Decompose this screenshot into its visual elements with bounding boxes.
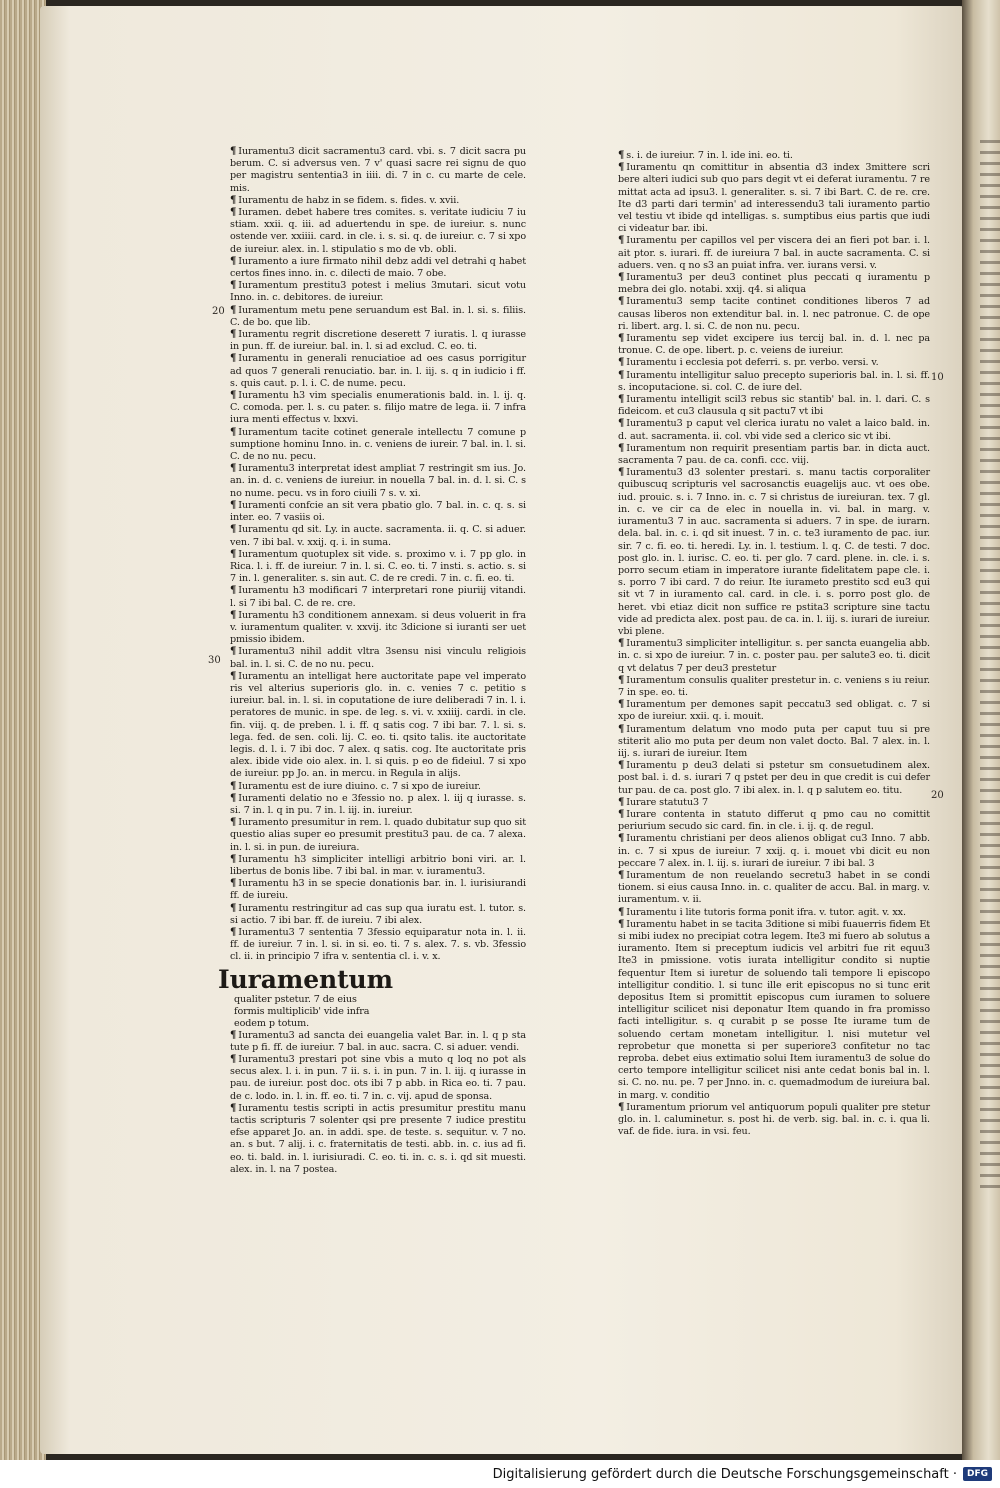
entry-text: Iuramento presumitur in rem. l. quado dubitatur sup quo sit questio alias super eo presumit prestitu3 pau. de ca. 7 alexa. in. l. si. in pun. de iureiura. — [230, 817, 526, 853]
pilcrow-icon: ¶ — [618, 442, 625, 454]
entry-paragraph — [230, 500, 526, 524]
pilcrow-icon: ¶ — [618, 869, 625, 881]
entry-paragraph — [618, 724, 930, 761]
pilcrow-icon: ¶ — [230, 194, 237, 206]
entry-paragraph — [230, 903, 526, 927]
entry-text: Iuramentu qd sit. Ly. in aucte. sacramenta. ii. q. C. si aduer. ven. 7 ibi bal. v. xxij. q. i. in suma. — [230, 524, 526, 548]
entry-text: Iuramentu de habz in se fidem. s. fides. v. xvii. — [238, 194, 460, 206]
entry-paragraph — [618, 370, 930, 394]
pilcrow-icon: ¶ — [230, 548, 237, 560]
entry-text: Iuramentu3 semp tacite continet conditiones liberos 7 ad causas liberos non extenditur bal. in. l. nec patronue. C. de ope ri. libert. arg. l. si. C. de non nu. pecu. — [618, 296, 930, 332]
entry-text: Iuramen. debet habere tres comites. s. veritate iudiciu 7 iu stiam. xxii. q. iii. ad aduertendu in spe. de iureiur. s. nunc ostende ver. xxiiii. card. in cle. i. s. si. q. de iureiur. c. 7 si xpo de iureiur. alex. in. l. stipulatio s mo de vb. obli. — [230, 207, 526, 255]
pilcrow-icon: ¶ — [230, 255, 237, 267]
entry-text: Iuramentu qn comittitur in absentia d3 index 3mittere scri bere alteri iudici sub quo pars degit vt ei deferat iuramentu. 7 re mittat acta ad ipsu3. l. generaliter. s. si. 7 ibi Bart. C. de re. cre. Ite d3 parti dari termin' ad interessendu3 tali iuramento partio vel testiu vt ibide qd intelligas. s. sumptibus eius partis que iudi ci videatur bar. ibi. — [618, 162, 930, 235]
pilcrow-icon: ¶ — [618, 1101, 625, 1113]
margin-number: 20 — [931, 790, 944, 801]
entry-text: Iuramentu an intelligat here auctoritate pape vel imperato ris vel alterius superioris glo. in. c. venies 7 c. petitio s iureiur. bal. in. l. si. in coputatione de iure deliberadi 7 in. l. i. peratores de munic. in spe. de leg. s. vi. v. xxiiij. cardi. in cle. fin. viij. q. de preben. l. i. ff. q satis cog. 7 ibi bar. 7. l. si. s. lega. fed. de sen. coli. lij. C. eo. ti. qsito talis. ite auctoritate legis. d. l. i. 7 ibi doc. 7 alex. q satis. cog. Ite auctoritate pris alex. ibide vide oio alex. in. l. si quis. p eo de fideiul. 7 si xpo de iureiur. pp Jo. an. in mercu. in Regula in alijs. — [230, 670, 526, 780]
entry-paragraph — [230, 524, 526, 548]
section-heading-block — [218, 964, 526, 1030]
entry-text: Iuramentu testis scripti in actis presumitur prestitu manu tactis scripturis 7 solenter qsi pre presente 7 iudice prestitu efse apparet Jo. an. in addi. spe. de teste. s. sequitur. v. 7 no. an. s but. 7 alij. i. c. fraternitatis de testi. abb. in. c. ius ad fi. eo. ti. bald. in. l. iurisiuradi. C. eo. ti. in. c. s. i. qd sit muesti. alex. in. l. na 7 postea. — [230, 1102, 526, 1175]
entry-paragraph — [230, 1054, 526, 1103]
entry-text: Iuramentu3 per deu3 continet plus peccati q iuramentu p mebra dei glo. notabi. xxij. q4. si aliqua — [618, 272, 930, 296]
entry-text: Iuramentum non requirit presentiam partis bar. in dicta auct. sacramenta 7 pau. de ca. confi. ccc. viij. — [618, 442, 930, 467]
entry-paragraph — [230, 793, 526, 817]
entry-text: Iuramentu3 d3 solenter prestari. s. manu tactis corporaliter quibuscuq scripturis vel sacrosanctis euagelijs auc. vt oes obe. iud. prouic. s. i. 7 Inno. in. c. 7 si christus de iureiuran. tex. 7 gl. in. c. ve cir ca de elec in nouella in. vi. bal. in marg. v. iuramentu3 7 in auc. sacramenta si aduers. 7 in spe. de iurarn. dela. bal. in. c. i. qd sit inuest. 7 in. c. te3 iuramento de pac. iur. sir. 7 c. fi. eo. ti. heredi. Ly. in. l. testium. l. q. C. de testi. 7 doc. post glo. in. l. iurisc. C. eo. ti. per glo. 7 card. plene. in. cle. i. s. porro secum etiam in imperatore iurante fidelitatem pape cle. i. s. porro 7 ibi card. 7 do reiur. Ite iurameto prestito scd eu3 qui sit vt 7 in iuramento cal. card. in cle. i. s. porro post glo. de heret. vbi etiaz dicit non suffice re pstita3 scripture sine tactu vide ad predicta alex. post pau. de ca. in. l. iij. s. iurari de iureiur. vbi plene. — [618, 467, 930, 637]
entry-paragraph — [618, 394, 930, 418]
entry-text: Iuramentu h3 modificari 7 interpretari rone piuriij vitandi. l. si 7 ibi bal. C. de re. cre. — [230, 585, 526, 609]
entry-paragraph — [230, 427, 526, 464]
entry-paragraph — [618, 833, 930, 870]
entry-text: Iuramentu h3 simpliciter intelligi arbitrio boni viri. ar. l. libertus de bonis libe. 7 ibi bal. in mar. v. iuramentu3. — [230, 853, 526, 877]
entry-text: Iurare contenta in statuto differut q pmo cau no comittit periurium secudo sic card. fin. in cle. i. ij. q. de regul. — [618, 808, 930, 833]
entry-paragraph — [618, 919, 930, 1102]
entry-text: Iuramenti confcie an sit vera pbatio glo. 7 bal. in. c. q. s. si inter. eo. 7 vasiis oi. — [230, 499, 526, 524]
footer-credit: Digitalisierung gefördert durch die Deutsche Forschungsgemeinschaft · — [492, 1466, 957, 1482]
entry-text: Iuramentu restringitur ad cas sup qua iuratu est. l. tutor. s. si actio. 7 ibi bar. ff. de iureiu. 7 ibi alex. — [230, 902, 526, 926]
entry-paragraph — [618, 638, 930, 675]
entry-paragraph — [618, 467, 930, 638]
entry-paragraph — [618, 797, 930, 809]
entry-paragraph — [230, 927, 526, 964]
margin-number: 10 — [931, 372, 944, 383]
pilcrow-icon: ¶ — [230, 853, 237, 865]
pilcrow-icon: ¶ — [618, 760, 625, 772]
entry-paragraph — [230, 280, 526, 304]
entry-text: Iuramentum quotuplex sit vide. s. proximo v. i. 7 pp glo. in Rica. l. i. ff. de iureiur. 7 in. l. si. C. eo. ti. 7 insti. s. actio. s. si 7 in. l. generaliter. s. sin aut. C. de re credi. 7 in. c. fi. eo. ti. — [230, 548, 526, 585]
entry-text: Iuramentu3 7 sententia 7 3fessio equiparatur nota in. l. ii. ff. de iureiur. 7 in. l. si. in si. eo. ti. 7 s. alex. 7. s. vb. 3fessio cl. ii. in principio 7 ifra v. sententia cl. i. v. x. — [230, 927, 526, 963]
pilcrow-icon: ¶ — [230, 280, 237, 292]
entry-paragraph — [618, 333, 930, 357]
right-text-column — [618, 150, 930, 1138]
entry-text: Iuramentum delatum vno modo puta per caput tuu si pre stiterit alio mo puta per deum non valet docto. Bal. 7 alex. in. l. iij. s. iurari de iureiur. Item — [618, 723, 930, 759]
entry-text: Iuramenti delatio no e 3fessio no. p alex. l. iij q iurasse. s. si. 7 in. l. q in pu. 7 in. l. iij. in. iureiur. — [230, 792, 526, 816]
entry-text: Iuramentum prestitu3 potest i melius 3mutari. sicut votu Inno. in. c. debitores. de iureiur. — [230, 280, 526, 304]
footer-bar — [0, 1460, 1000, 1488]
pilcrow-icon: ¶ — [618, 162, 625, 174]
pilcrow-icon: ¶ — [618, 674, 625, 686]
pilcrow-icon: ¶ — [230, 878, 237, 890]
entries-before-heading — [230, 146, 526, 964]
entry-paragraph — [230, 390, 526, 427]
pilcrow-icon: ¶ — [618, 150, 625, 161]
entry-paragraph — [230, 1103, 526, 1176]
pilcrow-icon: ¶ — [618, 796, 625, 808]
pilcrow-icon: ¶ — [230, 670, 237, 682]
pilcrow-icon: ¶ — [618, 833, 625, 845]
pilcrow-icon: ¶ — [230, 329, 237, 341]
entry-paragraph — [618, 675, 930, 699]
entry-text: Iuramentu intelligitur saluo precepto superioris bal. in. l. si. ff. s. incoputacione. si. col. C. de iure del. — [618, 369, 930, 393]
pilcrow-icon: ¶ — [230, 1054, 237, 1066]
entry-paragraph — [618, 870, 930, 907]
pilcrow-icon: ¶ — [230, 609, 237, 621]
pilcrow-icon: ¶ — [618, 906, 625, 918]
pilcrow-icon: ¶ — [230, 646, 237, 658]
entry-text: Iuramento a iure firmato nihil debz addi vel detrahi q habet certos fines inno. in. c. dilecti de maio. 7 obe. — [230, 255, 526, 280]
pilcrow-icon: ¶ — [230, 1102, 237, 1114]
entry-paragraph — [618, 809, 930, 833]
entry-text: Iuramentum tacite cotinet generale intellectu 7 comune p sumptione hominu Inno. in. c. veniens de iureir. 7 bal. in. l. si. C. de no nu. pecu. — [230, 426, 526, 463]
entry-text: Iuramentu christiani per deos alienos obligat cu3 Inno. 7 abb. in. c. 7 si xpus de iureiur. 7 xxij. q. i. mouet vbi dicit eu non peccare 7 alex. in. l. iij. s. iurari de iureiur. 7 ibi bal. 3 — [618, 833, 930, 869]
entry-text: Iuramentu3 nihil addit vltra 3sensu nisi vinculu religiois bal. in. l. si. C. de no nu. pecu. — [230, 646, 526, 670]
entry-paragraph — [230, 781, 526, 793]
pilcrow-icon: ¶ — [230, 426, 237, 438]
entry-text: Iuramentu3 p caput vel clerica iuratu no valet a laico bald. in. d. aut. sacramenta. ii. col. vbi vide sed a clerico sic vt ibi. — [618, 418, 930, 442]
pilcrow-icon: ¶ — [618, 699, 625, 711]
pilcrow-icon: ¶ — [230, 902, 237, 914]
pilcrow-icon: ¶ — [230, 390, 237, 402]
pilcrow-icon: ¶ — [230, 927, 237, 938]
section-heading-note: qualiter pstetur. 7 de eius formis multiplicib' vide infra eodem p totum. — [234, 993, 370, 1029]
entry-text: Iuramentu intelligit scil3 rebus sic stantib' bal. in. l. dari. C. s fideicom. et cu3 clausula q sit pactu7 vt ibi — [618, 394, 930, 418]
right-entries — [618, 150, 930, 1138]
pilcrow-icon: ¶ — [230, 499, 237, 511]
entry-paragraph — [230, 549, 526, 586]
margin-number: 30 — [208, 655, 221, 666]
pilcrow-icon: ¶ — [618, 296, 625, 308]
pilcrow-icon: ¶ — [230, 817, 237, 829]
entry-paragraph — [230, 207, 526, 256]
entry-text: s. i. de iureiur. 7 in. l. ide ini. eo. ti. — [626, 150, 793, 161]
entry-paragraph — [618, 235, 930, 272]
pilcrow-icon: ¶ — [230, 585, 237, 597]
entry-paragraph — [230, 146, 526, 195]
entry-paragraph — [618, 150, 930, 162]
entry-paragraph — [618, 272, 930, 296]
entry-text: Iuramentu h3 vim specialis enumerationis bald. in. l. ij. q. C. comoda. per. l. s. cu pater. s. filijo matre de lega. ii. 7 infra iura menti effectus v. lxxvi. — [230, 390, 526, 426]
pilcrow-icon: ¶ — [230, 304, 237, 316]
entry-text: Iuramentu i ecclesia pot deferri. s. pr. verbo. versi. v. — [626, 357, 879, 369]
entry-text: Iuramentu est de iure diuino. c. 7 si xpo de iureiur. — [238, 780, 481, 792]
pilcrow-icon: ¶ — [618, 333, 625, 345]
entry-text: Iuramentu3 simpliciter intelligitur. s. per sancta euangelia abb. in. c. si xpo de iureiur. 7 in. c. poster pau. per salute3 eo. ti. dicit q vt delatus 7 per deu3 prestetur — [618, 638, 930, 674]
dfg-logo: DFG — [963, 1467, 992, 1481]
entry-text: Iuramentu h3 conditionem annexam. si deus voluerit in fra v. iuramentum qualiter. v. xxvij. itc 3dicione si iuranti ser uet pmissio ibidem. — [230, 609, 526, 646]
entry-text: Iuramentum per demones sapit peccatu3 sed obligat. c. 7 si xpo de iureiur. xxii. q. i. mouit. — [618, 699, 930, 723]
pilcrow-icon: ¶ — [230, 780, 237, 792]
pilcrow-icon: ¶ — [618, 272, 625, 284]
pilcrow-icon: ¶ — [618, 418, 625, 430]
pilcrow-icon: ¶ — [230, 792, 237, 804]
entry-paragraph — [230, 256, 526, 280]
margin-number: 20 — [212, 306, 225, 317]
entry-paragraph — [230, 854, 526, 878]
pilcrow-icon: ¶ — [230, 1029, 237, 1041]
entry-paragraph — [618, 443, 930, 467]
pilcrow-icon: ¶ — [618, 357, 625, 369]
section-heading: Iuramentum — [218, 964, 393, 994]
pilcrow-icon: ¶ — [618, 235, 625, 247]
entry-text: Iuramentum priorum vel antiquorum populi qualiter pre stetur glo. in. l. caluminetur. s. post hi. de verb. sig. bal. in. c. i. qua li. vaf. de fide. iura. in vsi. feu. — [618, 1101, 930, 1138]
entry-text: Iuramentum de non reuelando secretu3 habet in se condi tionem. si eius causa Inno. in. c. qualiter de accu. Bal. in marg. v. iuramentum. v. ii. — [618, 869, 930, 906]
entry-text: Iuramentu3 interpretat idest ampliat 7 restringit sm ius. Jo. an. in. d. c. veniens de iureiur. in nouella 7 bal. in. d. l. si. C. s no nume. pecu. vs in foro ciuili 7 s. v. xi. — [230, 463, 526, 499]
entry-paragraph — [230, 817, 526, 854]
pilcrow-icon: ¶ — [230, 146, 237, 157]
entry-paragraph — [230, 329, 526, 353]
pilcrow-icon: ¶ — [230, 463, 237, 475]
entry-text: Iuramentu habet in se tacita 3ditione si mibi fuauerris fidem Et si mibi iudex no precipiat cotra legem. Ite3 mi fuero ab solutus a iuramento. Item si preceptum iudicis vel arbitri fue rit equu3 Ite3 in pmissione. votis iurata intelligitur condito si nuptie fequentur Item si iuretur de soluendo tali tempore li episcopo intelligitur conditio. l. si tunc ille erit episcopus no si tunc erit depositus Item si promittit episcopus cum iuramen to soluere intelligitur scilicet nisi deponatur Item quando in fra promisso facti intelligitur. s. q curabit p se posse Ite iurame tum de soluendo certam monetam intelligitur. l. nisi mutetur vel reprobetur que monetta si per superiore3 confitetur no tac reproba. debet eius extimatio solui Item iuramentu3 de solue do certo tempore intelligitur scilicet nisi ante cedat bonis bal in. l. si. C. no. nu. pe. 7 per Jnno. in. c. quemadmodum de iureiura bal. in marg. v. conditio — [618, 918, 930, 1101]
pilcrow-icon: ¶ — [618, 638, 625, 650]
entries-after-heading — [230, 1030, 526, 1176]
entry-paragraph — [230, 305, 526, 329]
entry-paragraph — [230, 646, 526, 670]
entry-paragraph — [618, 1102, 930, 1139]
entry-paragraph — [618, 162, 930, 235]
entry-text: Iuramentu3 dicit sacramentu3 card. vbi. s. 7 dicit sacra pu berum. C. si adversus ven. 7 v' quasi sacre rei signu de quo per magistru sententia3 in iiii. di. 7 in c. cu marte de cele. mis. — [230, 146, 526, 194]
entry-text: Iuramentu sep videt excipere ius tercij bal. in. d. l. nec pa tronue. C. de ope. libert. p. c. veiens de iureiur. — [618, 333, 930, 357]
entry-text: Iuramentu i lite tutoris forma ponit ifra. v. tutor. agit. v. xx. — [626, 906, 906, 918]
pilcrow-icon: ¶ — [618, 467, 625, 479]
entry-paragraph — [230, 878, 526, 902]
pilcrow-icon: ¶ — [230, 353, 237, 365]
facing-page-text — [980, 140, 1000, 1190]
pilcrow-icon: ¶ — [618, 369, 625, 381]
entry-text: Iuramentu in generali renuciatioe ad oes casus porrigitur ad quos 7 generali renuciatio. bar. in. l. iij. s. q in iudicio i ff. s. quis caut. p. l. i. C. de nume. pecu. — [230, 353, 526, 389]
entry-paragraph — [618, 699, 930, 723]
entry-text: Iuramentum consulis qualiter prestetur in. c. veniens s iu reiur. 7 in spe. eo. ti. — [618, 674, 930, 698]
entry-paragraph — [230, 463, 526, 500]
entry-text: Iuramentum metu pene seruandum est Bal. in. l. si. s. filiis. C. de bo. que lib. — [230, 304, 526, 328]
pilcrow-icon: ¶ — [618, 723, 625, 735]
entry-paragraph — [230, 353, 526, 390]
entry-text: Iuramentu p deu3 delati si pstetur sm consuetudinem alex. post bal. i. d. s. iurari 7 q pstet per deu in que credit is cui defer tur pau. de ca. post glo. 7 ibi alex. in. l. q p salutem eo. titu. — [618, 760, 930, 796]
entry-paragraph — [618, 418, 930, 442]
pilcrow-icon: ¶ — [230, 207, 237, 219]
entry-text: Iuramentu h3 in se specie donationis bar. in. l. iurisiurandi ff. de iureiu. — [230, 878, 526, 902]
entry-paragraph — [618, 357, 930, 369]
entry-text: Iurare statutu3 7 — [626, 796, 708, 808]
entry-paragraph — [230, 195, 526, 207]
pilcrow-icon: ¶ — [618, 918, 625, 930]
entry-paragraph — [230, 610, 526, 647]
entry-text: Iuramentu per capillos vel per viscera dei an fieri pot bar. i. l. ait ptor. s. iurari. ff. de iureiura 7 bal. in aucte sacramenta. C. si aduers. ven. q no s3 an puiat infra. ver. iurans versi. v. — [618, 235, 930, 271]
entry-text: Iuramentu regrit discretione deserett 7 iuratis. l. q iurasse in pun. ff. de iureiur. bal. in. l. si ad exclud. C. eo. ti. — [230, 329, 526, 353]
entry-paragraph — [618, 296, 930, 333]
entry-paragraph — [618, 760, 930, 797]
entry-paragraph — [230, 671, 526, 781]
entry-text: Iuramentu3 ad sancta dei euangelia valet Bar. in. l. q p sta tute p fi. ff. de iureiur. 7 bal. in auc. sacra. C. si aduer. vendi. — [230, 1029, 526, 1053]
entry-paragraph — [618, 907, 930, 919]
pilcrow-icon: ¶ — [618, 394, 625, 406]
entry-text: Iuramentu3 prestari pot sine vbis a muto q loq no pot als secus alex. l. i. in pun. 7 ii. s. i. in pun. 7 in. l. iij. q iurasse in pau. de iureiur. post doc. ots ibi 7 p abb. in Rica eo. ti. 7 pau. de c. lodo. in. l. in. ff. eo. ti. 7 in. c. vij. apud de sponsa. — [230, 1054, 526, 1102]
pilcrow-icon: ¶ — [230, 524, 237, 536]
entry-paragraph — [230, 585, 526, 609]
pilcrow-icon: ¶ — [618, 808, 625, 820]
entry-paragraph — [230, 1030, 526, 1054]
